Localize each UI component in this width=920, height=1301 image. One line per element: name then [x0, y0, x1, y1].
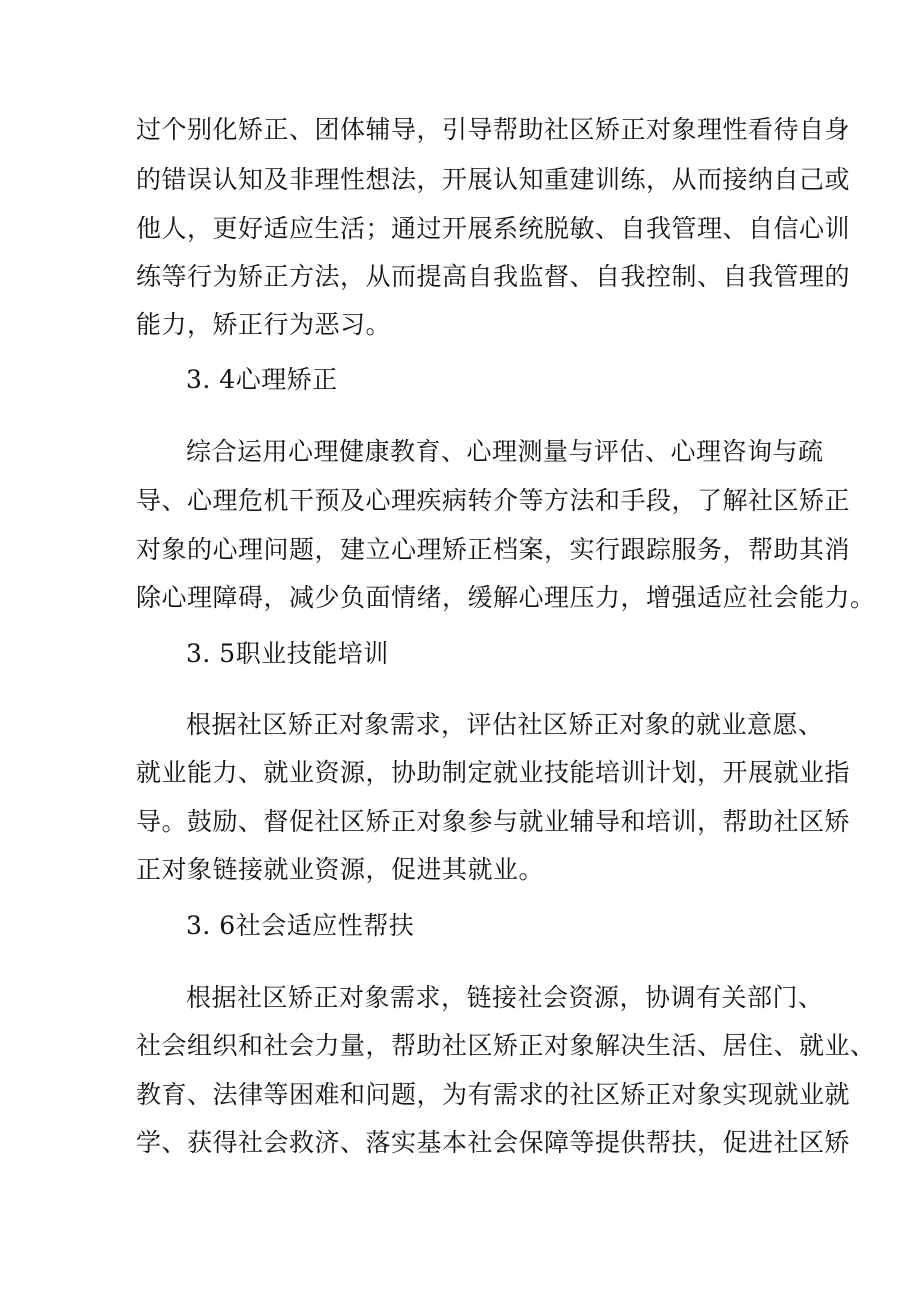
- text-line: 导、心理危机干预及心理疾病转介等方法和手段，了解社区矫正: [136, 486, 851, 515]
- text-line: 社会组织和社会力量，帮助社区矫正对象解决生活、居住、就业、: [136, 1031, 876, 1060]
- section-heading-3-5: 3. 5职业技能培训: [186, 639, 389, 668]
- section-heading-3-4: 3. 4心理矫正: [186, 365, 338, 394]
- text-line: 对象的心理问题，建立心理矫正档案，实行跟踪服务，帮助其消: [136, 535, 851, 564]
- text-line: 正对象链接就业资源，促进其就业。: [136, 855, 545, 884]
- text-line: 除心理障碍，减少负面情绪，缓解心理压力，增强适应社会能力。: [136, 583, 876, 612]
- text-line: 综合运用心理健康教育、心理测量与评估、心理咨询与疏: [186, 437, 824, 466]
- text-line: 根据社区矫正对象需求，链接社会资源，协调有关部门、: [186, 983, 824, 1012]
- text-line: 教育、法律等困难和问题，为有需求的社区矫正对象实现就业就: [136, 1080, 851, 1109]
- text-line: 根据社区矫正对象需求，评估社区矫正对象的就业意愿、: [186, 710, 824, 739]
- text-line: 学、获得社会救济、落实基本社会保障等提供帮扶，促进社区矫: [136, 1128, 851, 1157]
- text-line: 他人，更好适应生活；通过开展系统脱敏、自我管理、自信心训: [136, 214, 851, 243]
- text-line: 的错误认知及非理性想法，开展认知重建训练，从而接纳自己或: [136, 165, 851, 194]
- section-heading-3-6: 3. 6社会适应性帮扶: [186, 911, 415, 940]
- text-line: 就业能力、就业资源，协助制定就业技能培训计划，开展就业指: [136, 758, 851, 787]
- text-line: 练等行为矫正方法，从而提高自我监督、自我控制、自我管理的: [136, 262, 851, 291]
- text-line: 能力，矫正行为恶习。: [136, 310, 392, 339]
- text-line: 过个别化矫正、团体辅导，引导帮助社区矫正对象理性看待自身: [136, 115, 851, 144]
- text-line: 导。鼓励、督促社区矫正对象参与就业辅导和培训，帮助社区矫: [136, 807, 851, 836]
